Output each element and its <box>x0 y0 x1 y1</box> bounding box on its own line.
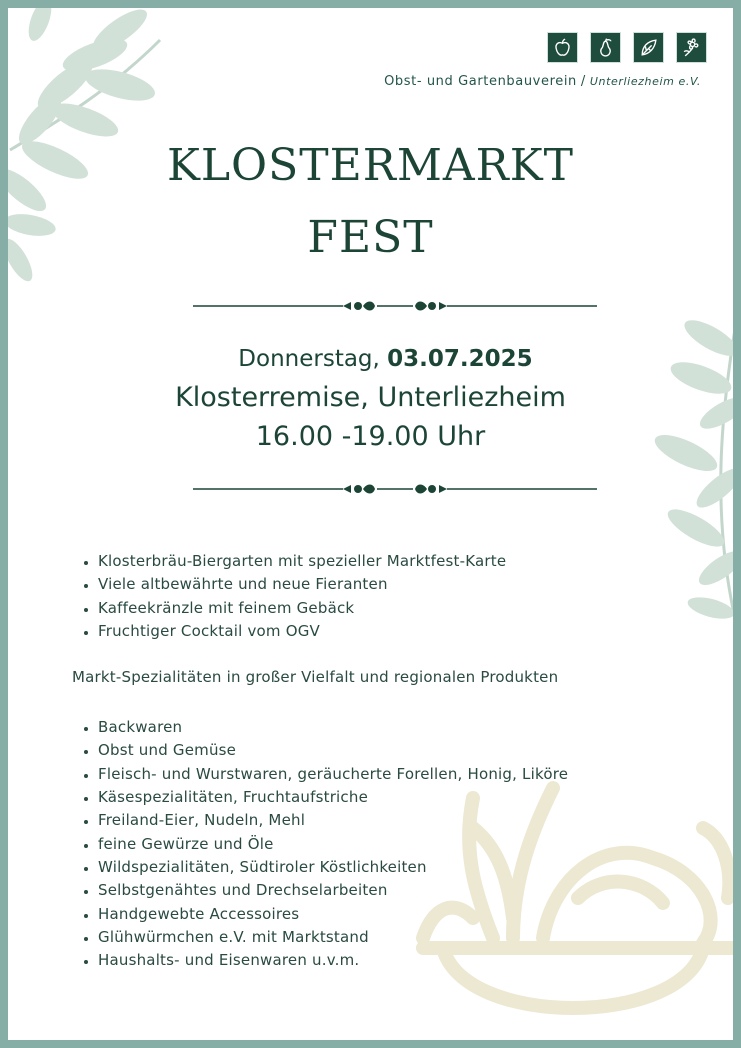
logo-pear <box>590 32 621 63</box>
title-line-2: FEST <box>307 212 434 263</box>
pear-icon <box>595 37 616 58</box>
list-item: • Freiland-Eier, Nudeln, Mehl <box>98 809 673 832</box>
list-item: • Fruchtiger Cocktail vom OGV <box>98 620 673 643</box>
logo-row <box>547 32 707 63</box>
ornament-divider-top <box>193 298 597 314</box>
org-place: Unterliezheim e.V. <box>589 75 701 88</box>
list-item: • Kaffeekränzle mit feinem Gebäck <box>98 597 673 620</box>
list-item: • Obst und Gemüse <box>98 739 673 762</box>
event-time: 16.00 -19.00 Uhr <box>255 421 486 452</box>
apple-icon <box>552 37 573 58</box>
list-item: • feine Gewürze und Öle <box>98 833 673 856</box>
org-separator: / <box>580 74 586 89</box>
leaf-icon <box>638 37 659 58</box>
list-item: • Viele altbewährte und neue Fieranten <box>98 573 673 596</box>
flower-icon <box>681 37 702 58</box>
list-item: • Backwaren <box>98 716 673 739</box>
title-line-1: KLOSTERMARKT <box>166 140 575 191</box>
event-place: Klosterremise, Unterliezheim <box>175 382 566 413</box>
logo-flower <box>676 32 707 63</box>
list-item: • Käsespezialitäten, Fruchtaufstriche <box>98 786 673 809</box>
content-section <box>66 550 673 972</box>
logo-leaf <box>633 32 664 63</box>
organization-name <box>384 74 701 89</box>
products-intro: Markt-Spezialitäten in großer Vielfalt und regionalen Produkten <box>72 668 559 687</box>
event-weekday: Donnerstag, <box>238 346 380 372</box>
logo-apple <box>547 32 578 63</box>
list-item: • Haushalts- und Eisenwaren u.v.m. <box>98 949 673 972</box>
org-name: Obst- und Gartenbauverein <box>384 74 577 89</box>
list-item: • Fleisch- und Wurstwaren, geräucherte Forellen, Honig, Liköre <box>98 763 673 786</box>
ornament-divider-bottom <box>193 481 597 497</box>
list-item: • Glühwürmchen e.V. mit Marktstand <box>98 926 673 949</box>
list-item: • Selbstgenähtes und Drechselarbeiten <box>98 879 673 902</box>
event-date-value: 03.07.2025 <box>387 346 533 372</box>
event-date <box>8 346 733 372</box>
list-item: • Handgewebte Accessoires <box>98 903 673 926</box>
list-item: • Wildspezialitäten, Südtiroler Köstlichkeiten <box>98 856 673 879</box>
highlights-list <box>66 550 673 643</box>
list-item: • Klosterbräu-Biergarten mit spezieller Marktfest-Karte <box>98 550 673 573</box>
products-list <box>66 716 673 972</box>
